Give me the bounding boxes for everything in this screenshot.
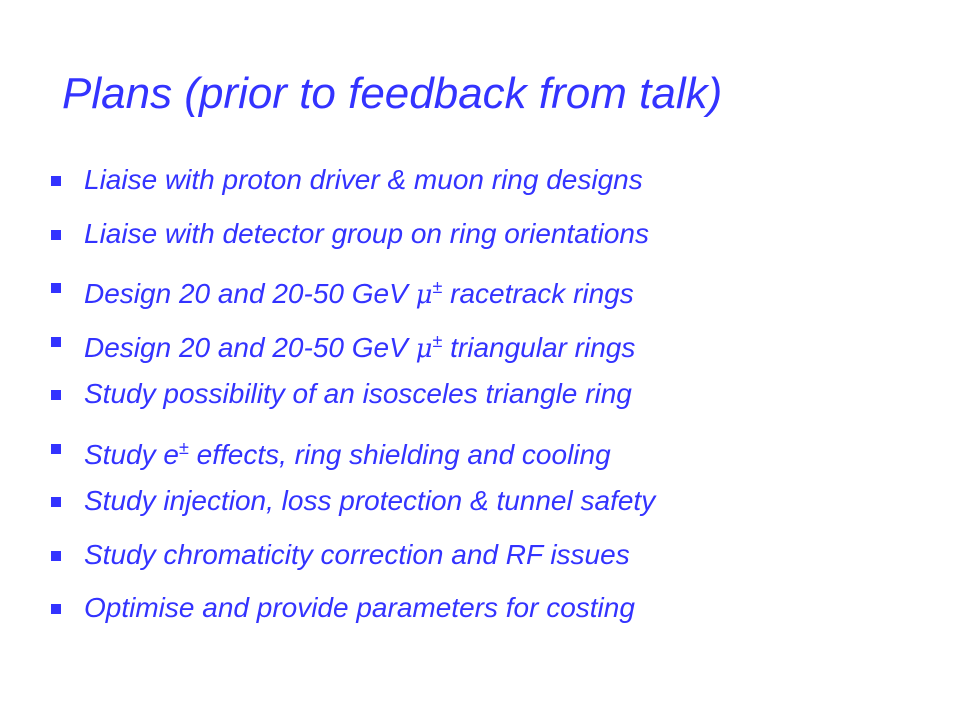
bullet-item xyxy=(50,584,655,638)
bullet-item xyxy=(50,263,655,317)
square-bullet-icon xyxy=(51,283,61,293)
square-bullet-icon xyxy=(51,604,61,614)
bullet-text-after: racetrack rings xyxy=(442,278,634,309)
square-bullet-icon xyxy=(51,230,61,240)
bullet-text: Design 20 and 20-50 GeV xyxy=(84,331,416,363)
square-bullet-icon xyxy=(51,497,61,507)
bullet-text-after: effects, ring shielding and cooling xyxy=(188,438,611,470)
bullet-list xyxy=(50,156,655,638)
square-bullet-icon xyxy=(51,176,61,186)
bullet-item xyxy=(50,370,655,424)
slide-title: Plans (prior to feedback from talk) xyxy=(62,69,723,118)
bullet-text: Liaise with proton driver & muon ring designs xyxy=(84,164,643,195)
plus-minus-superscript: ± xyxy=(178,437,189,458)
bullet-text: Liaise with detector group on ring orientations xyxy=(84,217,650,249)
bullet-text-after: triangular rings xyxy=(442,331,636,363)
bullet-text: Study injection, loss protection & tunnel safety xyxy=(84,485,656,516)
bullet-item xyxy=(50,477,655,531)
square-bullet-icon xyxy=(51,444,61,454)
square-bullet-icon xyxy=(51,337,61,347)
bullet-item xyxy=(50,317,655,371)
bullet-text: Study chromaticity correction and RF issues xyxy=(84,538,630,570)
bullet-item xyxy=(50,156,655,210)
plus-minus-superscript: ± xyxy=(432,330,443,351)
bullet-text: Design 20 and 20-50 GeV xyxy=(84,278,416,309)
mu-symbol: μ xyxy=(415,280,433,310)
square-bullet-icon xyxy=(51,390,61,400)
mu-symbol: μ xyxy=(415,333,433,364)
square-bullet-icon xyxy=(51,551,61,561)
bullet-text: Study possibility of an isosceles triangle ring xyxy=(84,378,632,409)
bullet-text: Study e xyxy=(84,438,179,470)
bullet-text: Optimise and provide parameters for costing xyxy=(84,592,635,623)
bullet-item xyxy=(50,210,655,264)
bullet-item xyxy=(50,531,655,585)
bullet-item xyxy=(50,424,655,478)
plus-minus-superscript: ± xyxy=(432,277,443,297)
